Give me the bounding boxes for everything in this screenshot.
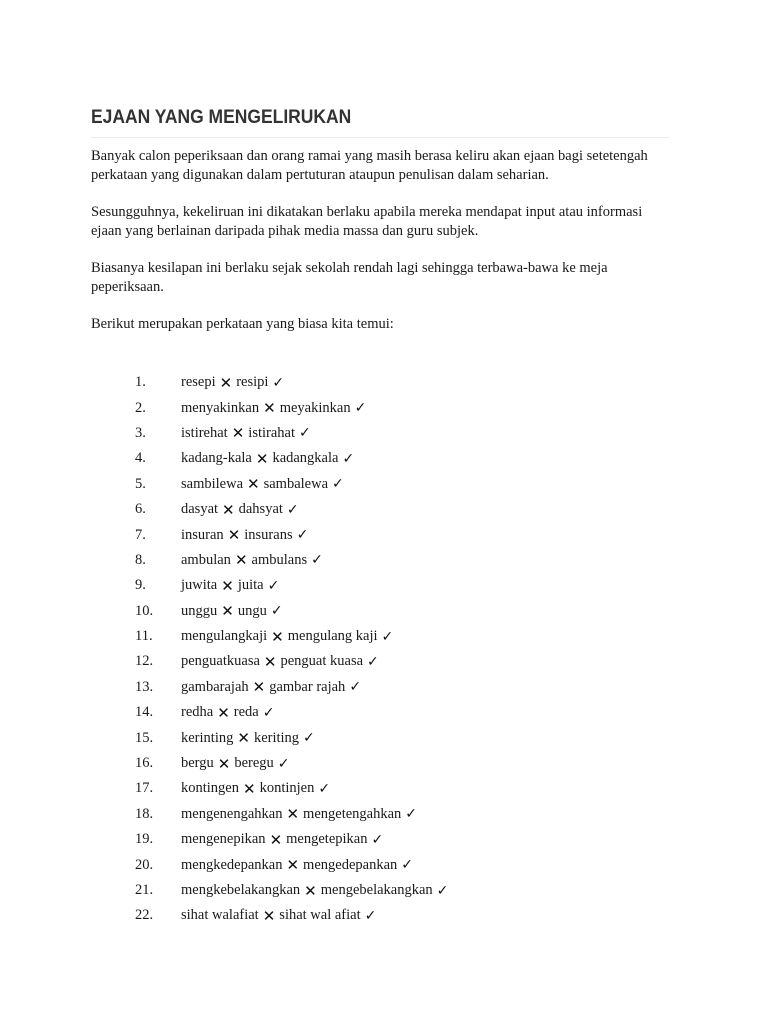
item-number: 17. <box>135 780 154 797</box>
list-item <box>91 599 671 624</box>
check-icon: ✓ <box>267 577 280 594</box>
correct-spelling: mengulang kaji <box>287 628 378 645</box>
correct-spelling: istirahat <box>248 424 296 441</box>
correct-spelling: mengetepikan <box>286 831 368 848</box>
x-icon: ✕ <box>271 627 284 646</box>
document-page <box>91 106 671 929</box>
wrong-spelling: bergu <box>181 755 214 772</box>
x-icon: ✕ <box>255 449 269 468</box>
item-number: 2. <box>135 399 146 416</box>
list-item <box>91 421 671 446</box>
x-icon: ✕ <box>221 576 234 595</box>
wrong-spelling: kerinting <box>181 729 234 746</box>
list-item <box>91 700 671 725</box>
history-paragraph: Biasanya kesilapan ini berlaku sejak sekolah rendah lagi sehingga terbawa-bawa ke meja peperiksaan. <box>91 260 608 295</box>
wrong-spelling: resepi <box>181 374 216 391</box>
list-item <box>91 751 671 776</box>
wrong-spelling: juwita <box>181 577 218 594</box>
check-icon: ✓ <box>405 806 418 823</box>
wrong-spelling: sambilewa <box>181 475 244 492</box>
list-item <box>91 472 671 497</box>
correct-spelling: gambar rajah <box>269 678 346 695</box>
correct-spelling: beregu <box>234 755 274 772</box>
wrong-spelling: mengulangkaji <box>181 628 268 645</box>
correct-spelling: sihat wal afiat <box>279 907 361 924</box>
check-icon: ✓ <box>332 476 344 493</box>
document-title: EJAAN YANG MENGELIRUKAN <box>91 107 352 128</box>
list-item <box>91 573 671 598</box>
x-icon: ✕ <box>247 475 260 494</box>
x-icon: ✕ <box>263 399 276 418</box>
x-icon: ✕ <box>262 906 276 925</box>
wrong-spelling: redha <box>181 704 214 721</box>
wrong-spelling: dasyat <box>181 501 219 518</box>
wrong-spelling: unggu <box>181 602 218 619</box>
item-number: 14. <box>135 704 154 721</box>
x-icon: ✕ <box>227 526 241 545</box>
list-item <box>91 370 671 395</box>
wrong-spelling: mengenepikan <box>181 831 266 848</box>
check-icon: ✓ <box>286 501 299 518</box>
check-icon: ✓ <box>367 653 379 670</box>
check-icon: ✓ <box>364 907 377 924</box>
correct-spelling: mengetengahkan <box>303 805 402 822</box>
item-number: 7. <box>135 526 146 543</box>
list-item <box>91 497 671 522</box>
check-icon: ✓ <box>354 400 367 417</box>
list-item <box>91 827 671 852</box>
x-icon: ✕ <box>217 703 230 722</box>
list-item <box>91 776 671 801</box>
x-icon: ✕ <box>221 602 234 621</box>
correct-spelling: mengebelakangkan <box>320 882 433 898</box>
item-number: 21. <box>135 882 154 898</box>
list-item <box>91 675 671 700</box>
item-number: 5. <box>135 475 146 492</box>
correct-spelling: keriting <box>253 729 300 746</box>
check-icon: ✓ <box>436 882 449 899</box>
x-icon: ✕ <box>222 500 235 519</box>
correct-spelling: dahsyat <box>238 501 283 518</box>
item-number: 18. <box>135 805 154 822</box>
x-icon: ✕ <box>286 856 300 875</box>
wrong-spelling: penguatkuasa <box>181 653 260 670</box>
correct-spelling: sambalewa <box>263 475 329 492</box>
list-item <box>91 903 671 928</box>
correct-spelling: kontinjen <box>259 780 315 797</box>
x-icon: ✕ <box>217 754 231 773</box>
item-number: 9. <box>135 577 146 594</box>
correct-spelling: resipi <box>236 374 269 391</box>
x-icon: ✕ <box>219 373 233 392</box>
check-icon: ✓ <box>262 704 275 721</box>
x-icon: ✕ <box>237 729 250 748</box>
correct-spelling: insurans <box>244 526 293 543</box>
x-icon: ✕ <box>263 652 277 671</box>
check-icon: ✓ <box>296 527 309 544</box>
item-number: 12. <box>135 653 154 670</box>
correct-spelling: ambulans <box>251 551 308 568</box>
check-icon: ✓ <box>303 730 315 747</box>
intro-paragraph: Banyak calon peperiksaan dan orang ramai yang masih berasa keliru akan ejaan bagi setetengah perkataan yang digunakan dalam pertuturan ataupun penulisan dalam seharian. <box>91 148 648 183</box>
list-item <box>91 878 671 903</box>
item-number: 15. <box>135 729 154 746</box>
wrong-spelling: mengkedepankan <box>181 856 283 873</box>
check-icon: ✓ <box>277 755 290 772</box>
correct-spelling: juita <box>237 577 264 594</box>
spelling-list <box>91 370 671 929</box>
x-icon: ✕ <box>269 830 283 849</box>
wrong-spelling: insuran <box>181 526 224 543</box>
wrong-spelling: gambarajah <box>181 678 249 695</box>
item-number: 16. <box>135 755 154 772</box>
item-number: 3. <box>135 424 146 441</box>
check-icon: ✓ <box>318 780 331 797</box>
x-icon: ✕ <box>252 678 266 697</box>
item-number: 19. <box>135 831 154 848</box>
check-icon: ✓ <box>270 603 283 620</box>
item-number: 4. <box>135 450 146 467</box>
list-item <box>91 548 671 573</box>
check-icon: ✓ <box>401 857 413 874</box>
check-icon: ✓ <box>342 450 355 467</box>
item-number: 6. <box>135 501 146 518</box>
x-icon: ✕ <box>243 779 256 798</box>
list-item <box>91 725 671 750</box>
list-item <box>91 446 671 471</box>
item-number: 8. <box>135 551 146 568</box>
correct-spelling: penguat kuasa <box>280 653 364 670</box>
correct-spelling: ungu <box>237 602 267 619</box>
wrong-spelling: mengenengahkan <box>181 805 283 822</box>
item-number: 10. <box>135 602 154 619</box>
wrong-spelling: menyakinkan <box>181 399 260 416</box>
wrong-spelling: kontingen <box>181 780 239 797</box>
item-number: 22. <box>135 907 154 924</box>
check-icon: ✓ <box>272 374 285 391</box>
wrong-spelling: ambulan <box>181 551 231 568</box>
wrong-spelling: mengkebelakangkan <box>181 882 301 898</box>
list-item <box>91 395 671 420</box>
list-item <box>91 802 671 827</box>
check-icon: ✓ <box>299 425 311 442</box>
item-number: 1. <box>135 374 146 391</box>
list-item <box>91 649 671 674</box>
x-icon: ✕ <box>234 551 248 570</box>
wrong-spelling: sihat walafiat <box>181 907 259 924</box>
list-intro-paragraph: Berikut merupakan perkataan yang biasa kita temui: <box>91 316 394 332</box>
list-item <box>91 852 671 877</box>
list-item <box>91 624 671 649</box>
check-icon: ✓ <box>371 831 384 848</box>
wrong-spelling: kadang-kala <box>181 450 252 467</box>
check-icon: ✓ <box>381 628 394 645</box>
item-number: 13. <box>135 678 154 695</box>
wrong-spelling: istirehat <box>181 424 228 441</box>
correct-spelling: meyakinkan <box>279 399 351 416</box>
x-icon: ✕ <box>231 424 245 443</box>
correct-spelling: kadangkala <box>272 450 339 467</box>
item-number: 11. <box>135 628 153 645</box>
check-icon: ✓ <box>311 552 323 569</box>
list-item <box>91 522 671 547</box>
cause-paragraph: Sesungguhnya, kekeliruan ini dikatakan berlaku apabila mereka mendapat input atau informasi ejaan yang berlainan daripada pihak media massa dan guru subjek. <box>91 204 643 239</box>
check-icon: ✓ <box>349 679 362 696</box>
item-number: 20. <box>135 856 154 873</box>
correct-spelling: reda <box>233 704 259 721</box>
title-divider <box>91 137 669 138</box>
correct-spelling: mengedepankan <box>303 856 398 873</box>
x-icon: ✕ <box>304 881 317 900</box>
x-icon: ✕ <box>286 805 300 824</box>
